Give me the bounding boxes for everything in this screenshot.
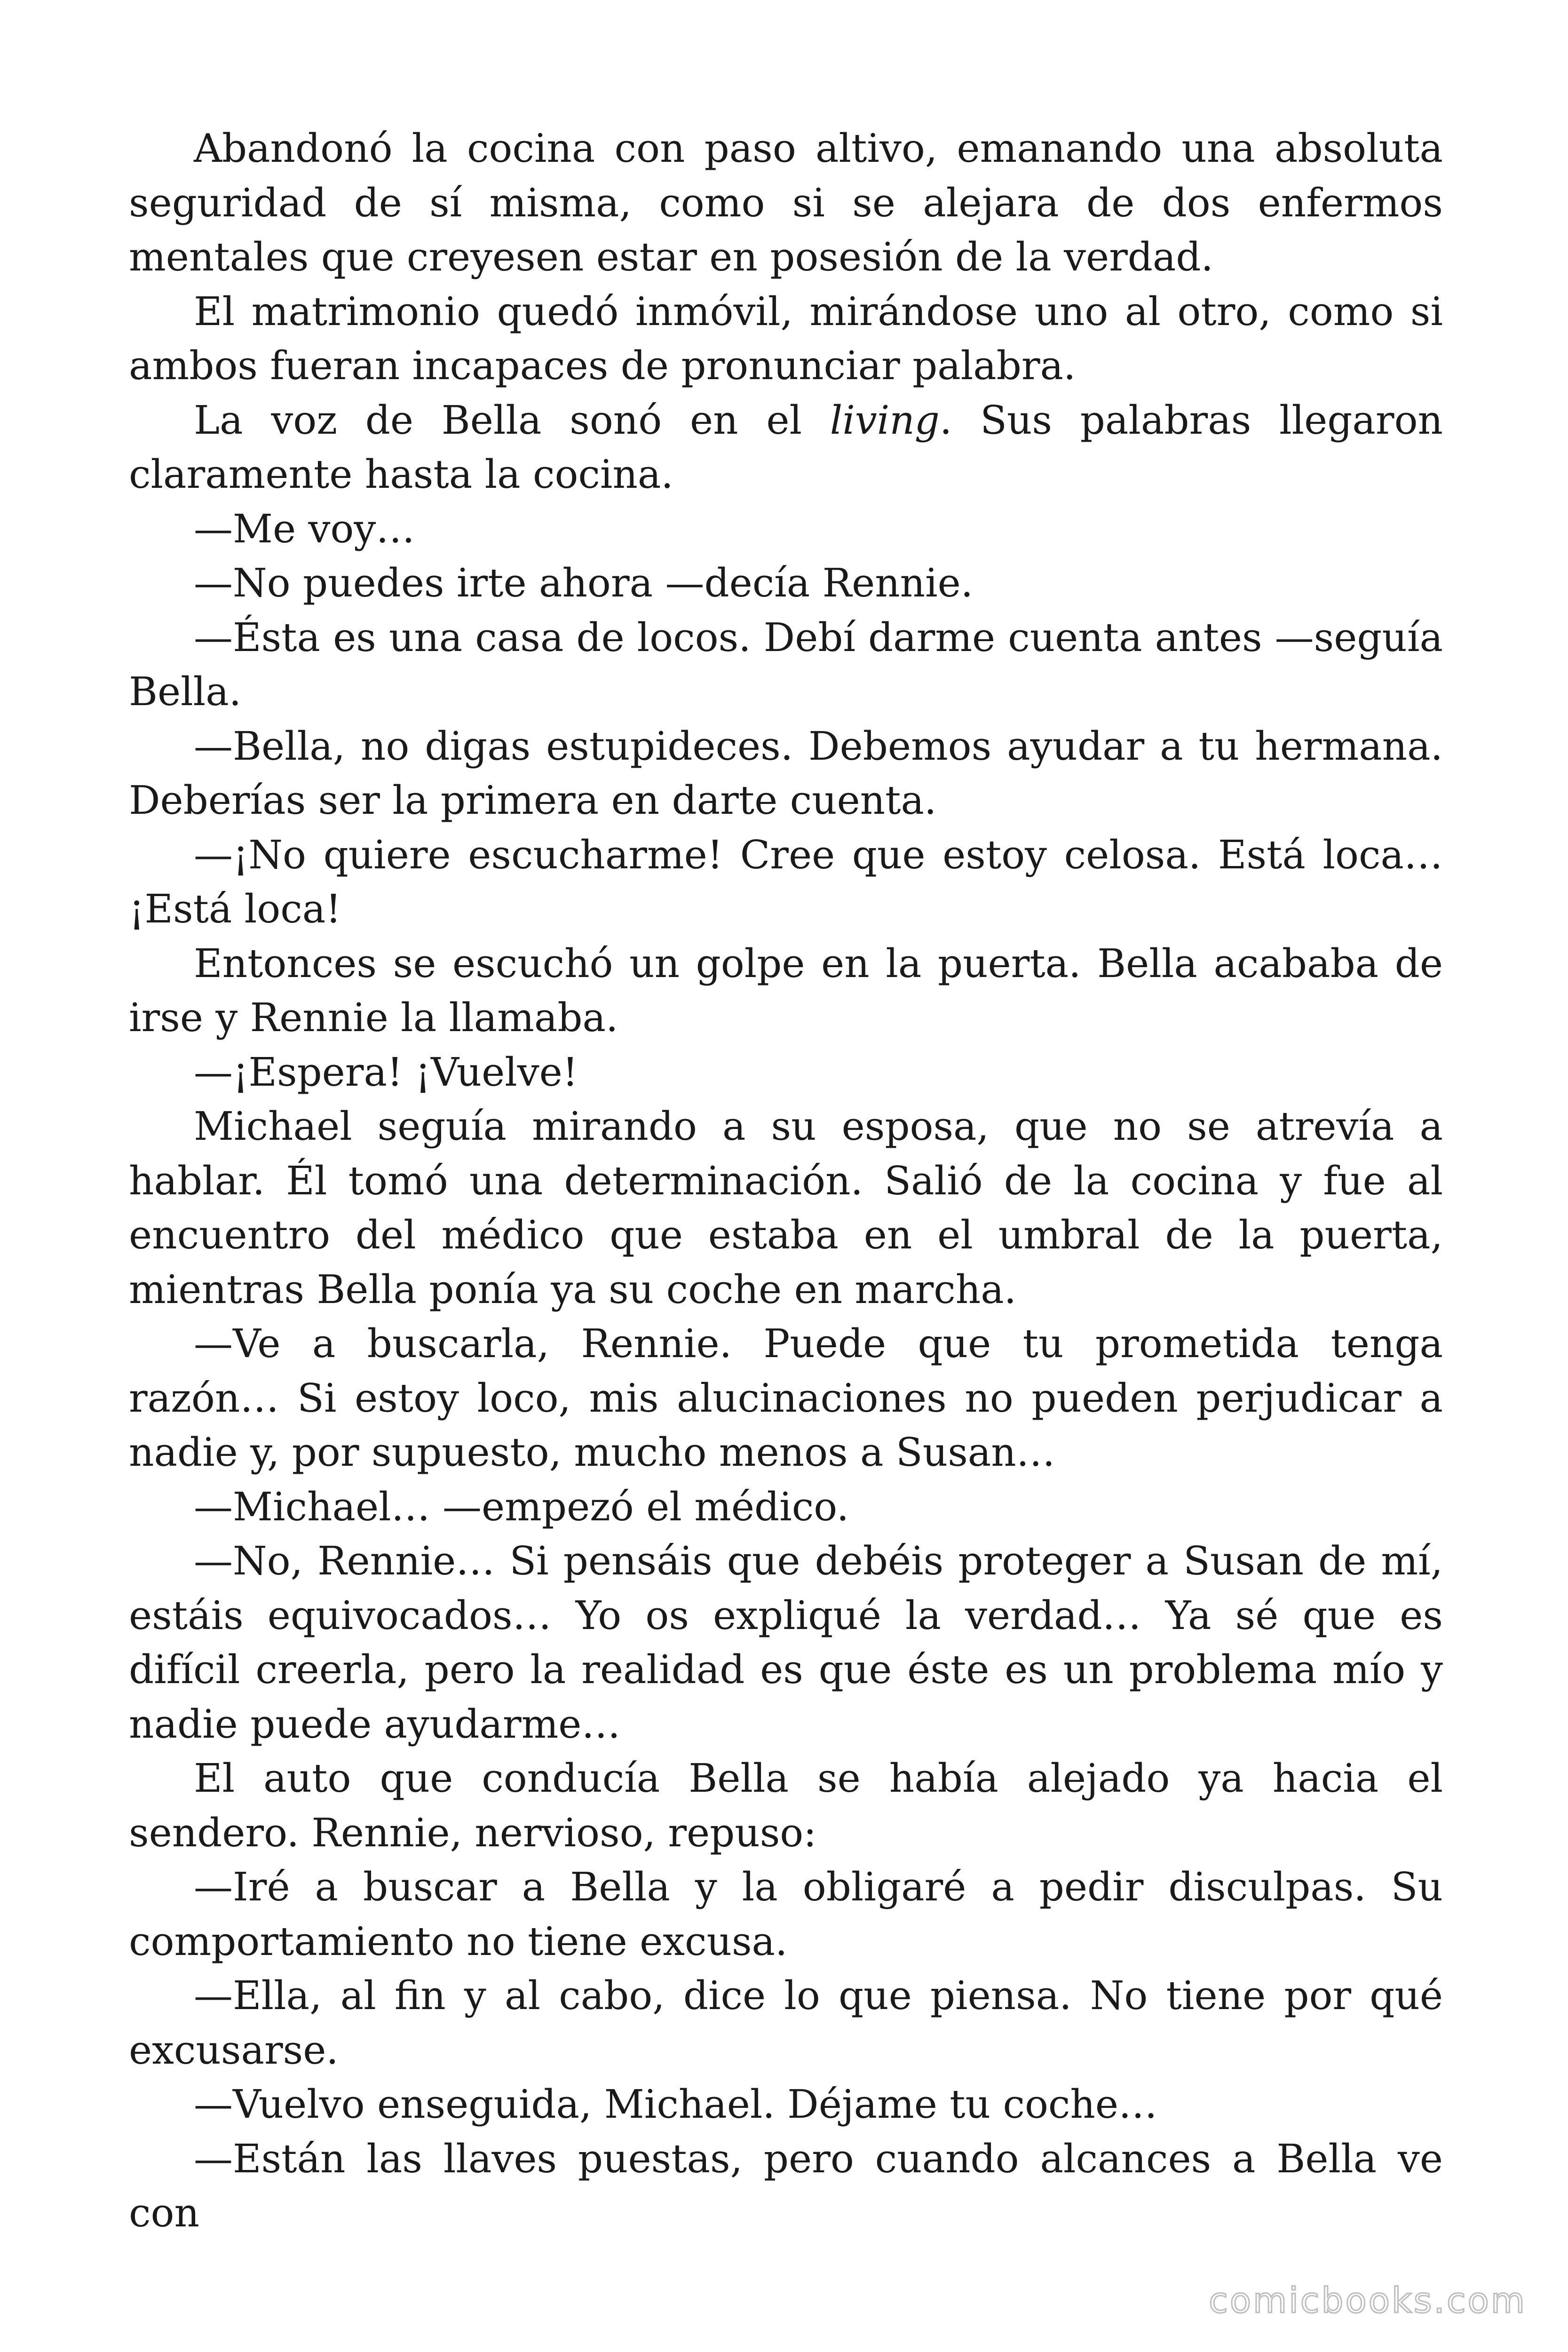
paragraph: —Están las llaves puestas, pero cuando alcances a Bella ve con [129,2136,1443,2236]
paragraph: —Michael… —empezó el médico. [194,1484,849,1530]
paragraph: —¡No quiere escucharme! Cree que estoy celosa. Está loca… ¡Está loca! [129,832,1443,932]
paragraph: —Ve a buscarla, Rennie. Puede que tu prometida tenga razón… Si estoy loco, mis alucinaciones no pueden perjudicar a nadie y, por supuesto, mucho menos a Susan… [129,1321,1443,1475]
paragraph: —No puedes irte ahora —decía Rennie. [194,560,974,606]
watermark-logo: comicbooks.com [1209,2280,1527,2321]
body-text [129,121,1443,2241]
paragraph: —Iré a buscar a Bella y la obligaré a pedir disculpas. Su comportamiento no tiene excusa. [129,1864,1443,1964]
paragraph-text: La voz de Bella sonó en el [194,397,830,443]
paragraph: —Ésta es una casa de locos. Debí darme cuenta antes —seguía Bella. [129,614,1443,715]
paragraph: —Ella, al fin y al cabo, dice lo que piensa. No tiene por qué excusarse. [129,1973,1443,2073]
paragraph: Entonces se escuchó un golpe en la puerta. Bella acababa de irse y Rennie la llamaba. [129,940,1443,1041]
paragraph: Michael seguía mirando a su esposa, que no se atrevía a hablar. Él tomó una determinación. Salió de la cocina y fue al encuentro del médico que estaba en el umbral de la puerta, mientras Bella ponía ya su coche en marcha. [129,1104,1443,1312]
paragraph: El auto que conducía Bella se había alejado ya hacia el sendero. Rennie, nervioso, repuso: [129,1756,1443,1856]
paragraph: —No, Rennie… Si pensáis que debéis proteger a Susan de mí, estáis equivocados… Yo os expliqué la verdad… Ya sé que es difícil creerla, pero la realidad es que éste es un problema mío y nadie puede ayudarme… [129,1538,1443,1747]
paragraph: —¡Espera! ¡Vuelve! [194,1049,578,1095]
paragraph: Abandonó la cocina con paso altivo, emanando una absoluta seguridad de sí misma, como si se alejara de dos enfermos mentales que creyesen estar en posesión de la verdad. [129,126,1443,280]
paragraph: —Me voy… [194,506,415,552]
paragraph: El matrimonio quedó inmóvil, mirándose uno al otro, como si ambos fueran incapaces de pronunciar palabra. [129,288,1443,389]
paragraph: —Bella, no digas estupideces. Debemos ayudar a tu hermana. Deberías ser la primera en darte cuenta. [129,723,1443,823]
italic-word: living [830,397,940,443]
paragraph-text: . Sus palabras llegaron claramente hasta la cocina. [129,397,1443,497]
paragraph [129,393,1443,502]
paragraph: —Vuelvo enseguida, Michael. Déjame tu coche… [194,2082,1157,2127]
